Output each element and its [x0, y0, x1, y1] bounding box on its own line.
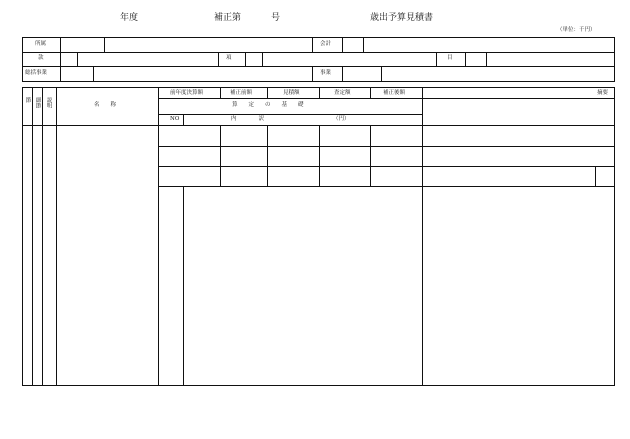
project-label: 事業 — [320, 70, 332, 76]
setsu-label: 節 — [24, 97, 31, 103]
account-label: 会計 — [320, 41, 332, 47]
document-title: 歳出予算見積書 — [370, 13, 434, 23]
yen-unit-header: （円） — [333, 116, 350, 122]
saisetsu-label: 細節 — [34, 97, 41, 108]
general-project-label: 総括事業 — [25, 70, 48, 76]
revision-label: 補正第 — [214, 13, 242, 23]
calc-basis-header: 算 定 の 基 礎 — [232, 102, 304, 108]
section-label: 款 — [38, 55, 44, 61]
no-header: NO — [170, 116, 180, 122]
prev-budget-header: 前年度決算額 — [170, 90, 204, 96]
post-revision-header: 補正後額 — [383, 90, 406, 96]
item-label: 項 — [226, 55, 232, 61]
unit-note: （単位：千円） — [557, 27, 596, 33]
number-label: 号 — [271, 13, 281, 23]
year-label: 年度 — [120, 13, 139, 23]
sub-item-label: 目 — [447, 55, 453, 61]
remarks-header: 摘要 — [597, 90, 609, 96]
estimate-header: 見積額 — [283, 90, 300, 96]
name-column-label: 名 称 — [94, 102, 117, 108]
affiliation-label: 所属 — [35, 41, 47, 47]
pre-revision-header: 補正前額 — [230, 90, 253, 96]
breakdown-header: 内 訳 — [231, 116, 265, 122]
setsumei-label: 説明 — [45, 97, 52, 108]
assessed-header: 査定額 — [334, 90, 351, 96]
